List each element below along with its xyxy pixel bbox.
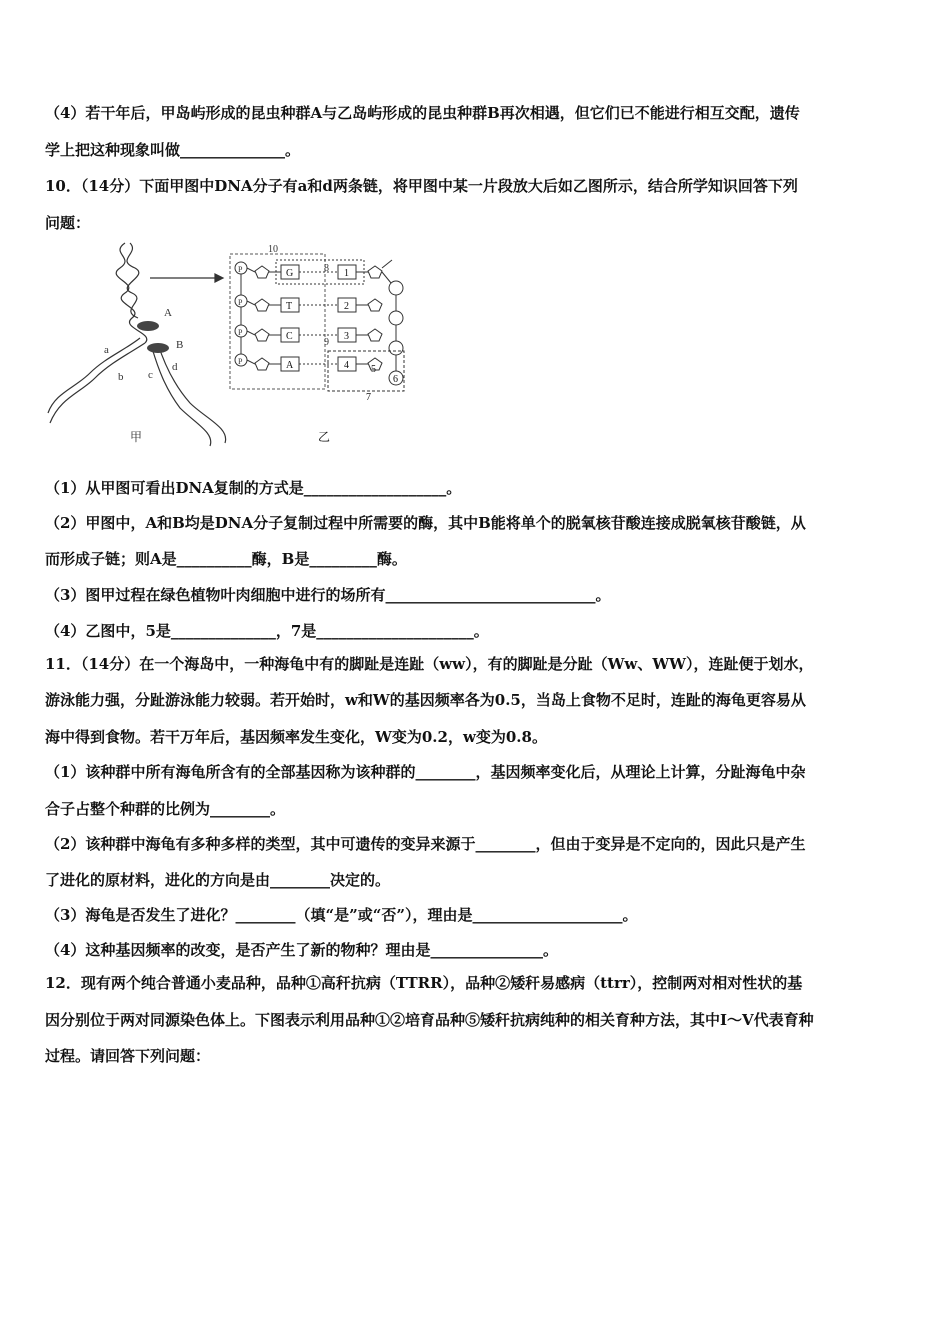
- text-line: （2）该种群中海龟有多种多样的类型，其中可遗传的变异来源于________，但由于变异是不定向的，因此只是产生: [45, 835, 806, 853]
- base-left: G: [286, 268, 294, 279]
- svg-text:P: P: [238, 328, 243, 337]
- question-11-line: 11．（14分）在一个海岛中，一种海龟中有的脚趾是连趾（ww），有的脚趾是分趾（Ww、WW），连趾便于划水，: [45, 655, 814, 673]
- base-left: A: [286, 360, 294, 371]
- question-12-line: 12．现有两个纯合普通小麦品种，品种①高秆抗病（TTRR），品种②矮秆易感病（ttrr），控制两对相对性状的基: [45, 974, 803, 992]
- text-line: 了进化的原材料，进化的方向是由________决定的。: [45, 871, 391, 889]
- svg-text:P: P: [238, 265, 243, 274]
- svg-text:P: P: [238, 298, 243, 307]
- label-5: 5: [371, 364, 376, 375]
- text-line: 而形成子链；则A是__________酶，B是_________酶。: [45, 550, 407, 568]
- base-right: 1: [344, 268, 349, 279]
- text-line: 游泳能力强，分趾游泳能力较弱。若开始时，w和W的基因频率各为0.5，当岛上食物不足时，连趾的海龟更容易从: [45, 691, 806, 709]
- label-6: 6: [393, 374, 398, 385]
- label-jia: 甲: [130, 430, 143, 444]
- text-line: （4）乙图中，5是______________，7是_____________________。: [45, 622, 489, 640]
- base-right: 2: [344, 301, 349, 312]
- question-10-line: 10．（14分）下面甲图中DNA分子有a和d两条链，将甲图中某一片段放大后如乙图所示，结合所学知识回答下列: [45, 177, 798, 195]
- base-right: 3: [344, 331, 349, 342]
- text-line: （3）海龟是否发生了进化？________（填“是”或“否”），理由是____________________。: [45, 906, 638, 924]
- dna-segment-diagram: [230, 244, 404, 444]
- label-9: 9: [324, 337, 329, 348]
- enzyme-a-shape: [137, 321, 159, 331]
- label-chain-a: a: [104, 344, 109, 356]
- base-right: 4: [344, 360, 349, 371]
- svg-text:P: P: [238, 357, 243, 366]
- text-line: （1）该种群中所有海龟所含有的全部基因称为该种群的________，基因频率变化后，从理论上计算，分趾海龟中杂: [45, 763, 806, 781]
- label-7: 7: [366, 392, 371, 403]
- label-yi: 乙: [318, 430, 331, 444]
- base-left: C: [286, 331, 293, 342]
- enzyme-b-shape: [147, 343, 169, 353]
- text-line: 问题：: [45, 214, 91, 232]
- text-line: （4）这种基因频率的改变，是否产生了新的物种？理由是_______________。: [45, 941, 558, 959]
- label-chain-b: b: [118, 371, 124, 383]
- text-line: 海中得到食物。若干万年后，基因频率发生变化，W变为0.2，w变为0.8。: [45, 728, 547, 746]
- label-chain-d: d: [172, 361, 178, 373]
- text-line: 合子占整个种群的比例为________。: [45, 800, 286, 818]
- text-line: 因分别位于两对同源染色体上。下图表示利用品种①②培育品种⑤矮秆抗病纯种的相关育种方法，其中I～V代表育种: [45, 1011, 814, 1029]
- text-line: （1）从甲图可看出DNA复制的方式是___________________。: [45, 479, 462, 497]
- text-line: 过程。请回答下列问题：: [45, 1047, 211, 1065]
- text-line: （3）图甲过程在绿色植物叶肉细胞中进行的场所有____________________________。: [45, 586, 611, 604]
- replication-diagram: [48, 243, 226, 446]
- label-10: 10: [268, 244, 278, 255]
- text-line: （2）甲图中，A和B均是DNA分子复制过程中所需要的酶，其中B能将单个的脱氧核苷酸连接成脱氧核苷酸链，从: [45, 514, 806, 532]
- label-enzyme-b: B: [176, 339, 184, 351]
- label-chain-c: c: [148, 369, 153, 381]
- label-8: 8: [324, 263, 329, 274]
- base-left: T: [286, 301, 293, 312]
- dna-figure: [40, 238, 420, 448]
- text-line: 学上把这种现象叫做______________。: [45, 141, 301, 159]
- label-enzyme-a: A: [164, 307, 172, 319]
- text-line: （4）若干年后，甲岛屿形成的昆虫种群A与乙岛屿形成的昆虫种群B再次相遇，但它们已不能进行相互交配，遗传: [45, 104, 800, 122]
